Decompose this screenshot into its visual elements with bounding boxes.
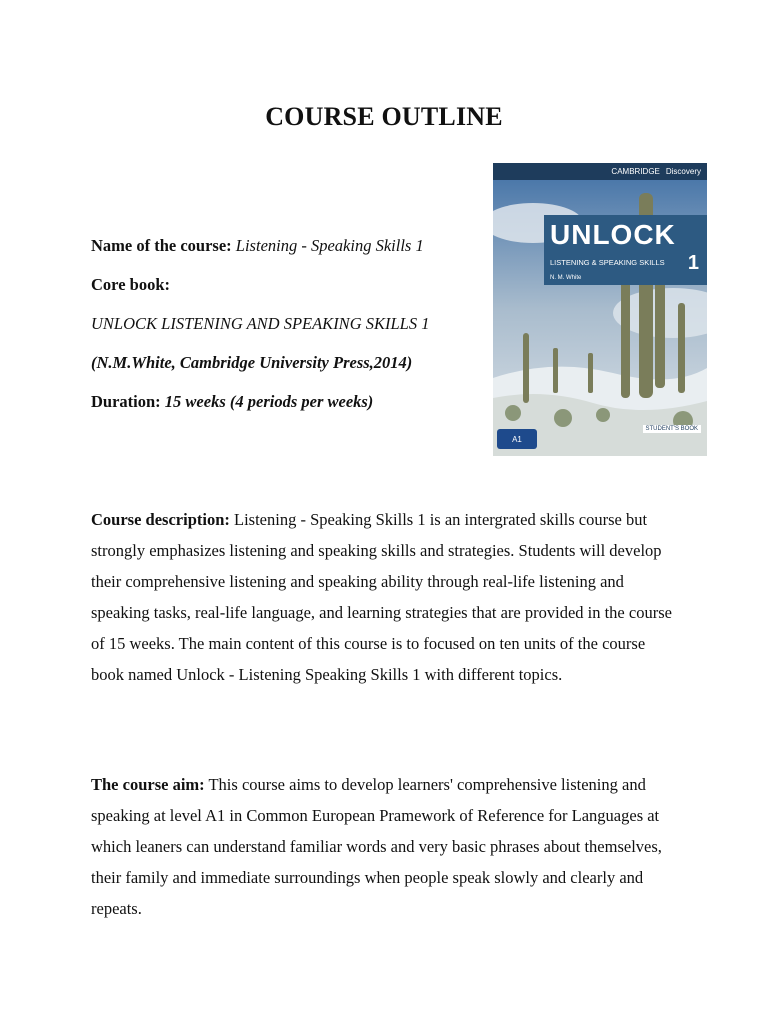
cover-partner: Discovery	[665, 167, 701, 176]
course-description-label: Course description:	[91, 510, 230, 529]
course-aim-label: The course aim:	[91, 775, 205, 794]
book-title-line	[91, 314, 491, 353]
course-description	[91, 504, 677, 690]
duration-label: Duration:	[91, 392, 161, 411]
cover-brand: UNLOCK	[550, 219, 676, 250]
book-cover-image	[493, 163, 707, 456]
cover-publisher: CAMBRIDGE	[611, 167, 660, 176]
duration-value: 15 weeks (4 periods per weeks)	[164, 392, 374, 411]
course-aim	[91, 769, 677, 924]
book-info-line	[91, 353, 491, 392]
page-title: COURSE OUTLINE	[265, 102, 503, 131]
course-description-text: Listening - Speaking Skills 1 is an intergrated skills course but strongly emphasizes listening and speaking skills and strategies. Students will develop their comprehensive listening and speaking ability through real-life listening and speaking tasks, real-life language, and learning strategies that are provided in the course of 15 weeks. The main content of this course is to focused on ten units of the course book named Unlock - Listening Speaking Skills 1 with different topics.	[91, 510, 672, 684]
course-aim-text: This course aims to develop learners' comprehensive listening and speaking at level A1 in Common European Pramework of Reference for Languages at which leaners can understand familiar words and very basic phrases about themselves, their family and immediate surroundings when people speak slowly and clearly and repeats.	[91, 775, 662, 918]
cover-title-banner	[544, 215, 707, 285]
cover-subtitle: LISTENING & SPEAKING SKILLS	[550, 258, 665, 267]
cover-author: N. M. White	[550, 275, 582, 281]
cover-scenery	[493, 163, 707, 456]
book-info: (N.M.White, Cambridge University Press,2014)	[91, 353, 413, 372]
core-book-label: Core book:	[91, 275, 170, 294]
cover-level-badge: A1	[497, 429, 537, 449]
course-name-line	[91, 236, 491, 275]
course-name-label: Name of the course:	[91, 236, 232, 255]
duration-line	[91, 392, 491, 431]
cover-publisher-bar	[493, 163, 707, 180]
course-name-value: Listening - Speaking Skills 1	[235, 236, 424, 255]
book-title: UNLOCK LISTENING AND SPEAKING SKILLS 1	[91, 314, 430, 333]
course-meta	[91, 236, 491, 431]
cover-level: 1	[687, 252, 699, 274]
cover-book-type: STUDENT'S BOOK	[643, 425, 702, 433]
core-book-line	[91, 275, 491, 314]
